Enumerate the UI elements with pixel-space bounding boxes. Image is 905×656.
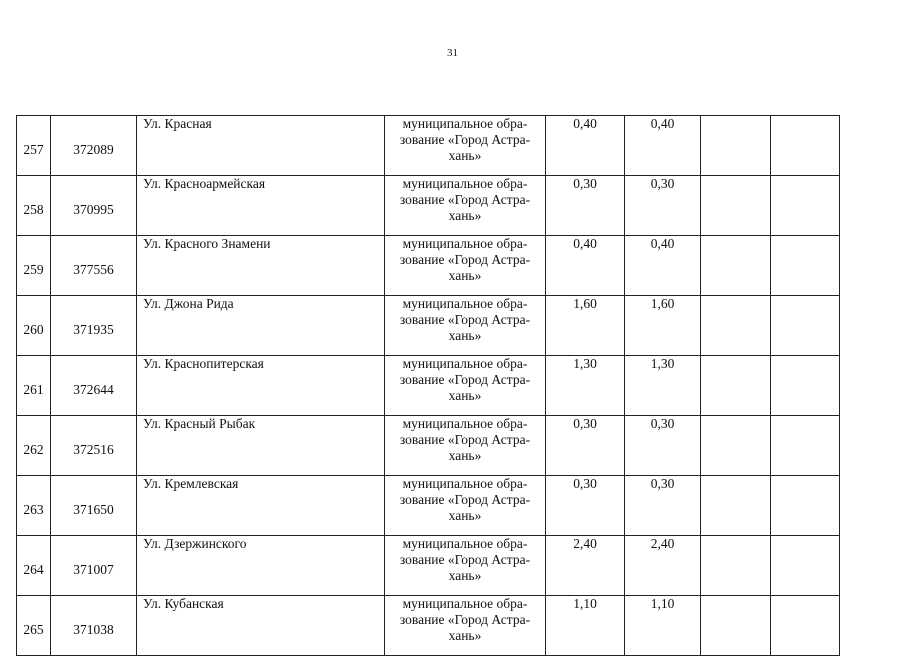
owner-line: зование «Город Астра- (399, 492, 531, 507)
owner-line: хань» (448, 208, 482, 223)
empty-cell (701, 176, 771, 236)
table-row (17, 356, 840, 416)
length-total: 0,40 (546, 236, 625, 296)
road-name: Ул. Красная (137, 116, 385, 176)
table-row (17, 296, 840, 356)
empty-cell (701, 296, 771, 356)
owner-line: хань» (448, 628, 482, 643)
road-name: Ул. Дзержинского (137, 536, 385, 596)
road-name: Ул. Кремлевская (137, 476, 385, 536)
length-total: 1,60 (546, 296, 625, 356)
owner-line: муниципальное обра- (402, 356, 528, 371)
owner-text (390, 236, 540, 284)
length-paved: 0,40 (625, 116, 701, 176)
owner-line: хань» (448, 568, 482, 583)
owner-line: зование «Город Астра- (399, 612, 531, 627)
owner-line: хань» (448, 448, 482, 463)
owner-line: зование «Город Астра- (399, 132, 531, 147)
empty-cell (701, 236, 771, 296)
road-name: Ул. Красного Знамени (137, 236, 385, 296)
owner-text (390, 536, 540, 584)
table-row (17, 416, 840, 476)
owner-line: муниципальное обра- (402, 476, 528, 491)
empty-cell (771, 476, 840, 536)
road-name: Ул. Красноармейская (137, 176, 385, 236)
length-paved: 1,60 (625, 296, 701, 356)
table-row (17, 596, 840, 656)
owner-line: муниципальное обра- (402, 236, 528, 251)
empty-cell (771, 596, 840, 656)
owner-text (390, 176, 540, 224)
row-number: 265 (17, 596, 51, 656)
row-number: 262 (17, 416, 51, 476)
owner-cell (385, 476, 546, 536)
owner-line: муниципальное обра- (402, 416, 528, 431)
road-code: 370995 (51, 176, 137, 236)
row-number: 263 (17, 476, 51, 536)
length-paved: 1,30 (625, 356, 701, 416)
table-row (17, 176, 840, 236)
road-name: Ул. Красный Рыбак (137, 416, 385, 476)
length-paved: 1,10 (625, 596, 701, 656)
road-name: Ул. Кубанская (137, 596, 385, 656)
table-row (17, 236, 840, 296)
road-code: 372644 (51, 356, 137, 416)
owner-text (390, 296, 540, 344)
road-code: 372089 (51, 116, 137, 176)
empty-cell (701, 356, 771, 416)
length-total: 0,40 (546, 116, 625, 176)
owner-line: хань» (448, 148, 482, 163)
row-number: 259 (17, 236, 51, 296)
road-code: 371650 (51, 476, 137, 536)
length-paved: 2,40 (625, 536, 701, 596)
owner-text (390, 416, 540, 464)
owner-cell (385, 236, 546, 296)
owner-cell (385, 116, 546, 176)
empty-cell (771, 236, 840, 296)
road-code: 371038 (51, 596, 137, 656)
table-row (17, 476, 840, 536)
owner-line: муниципальное обра- (402, 296, 528, 311)
empty-cell (771, 536, 840, 596)
table-body (17, 116, 840, 656)
roads-table (16, 115, 840, 656)
road-name: Ул. Джона Рида (137, 296, 385, 356)
empty-cell (771, 116, 840, 176)
road-name: Ул. Краснопитерская (137, 356, 385, 416)
row-number: 260 (17, 296, 51, 356)
length-total: 2,40 (546, 536, 625, 596)
empty-cell (771, 296, 840, 356)
owner-line: муниципальное обра- (402, 596, 528, 611)
owner-text (390, 116, 540, 164)
length-total: 1,10 (546, 596, 625, 656)
row-number: 258 (17, 176, 51, 236)
owner-line: зование «Город Астра- (399, 192, 531, 207)
owner-line: хань» (448, 268, 482, 283)
road-code: 372516 (51, 416, 137, 476)
road-code: 371007 (51, 536, 137, 596)
row-number: 264 (17, 536, 51, 596)
owner-cell (385, 356, 546, 416)
owner-line: зование «Город Астра- (399, 312, 531, 327)
length-paved: 0,40 (625, 236, 701, 296)
owner-cell (385, 596, 546, 656)
owner-text (390, 476, 540, 524)
length-total: 0,30 (546, 476, 625, 536)
page-number: 31 (447, 47, 458, 59)
empty-cell (701, 596, 771, 656)
owner-line: муниципальное обра- (402, 116, 528, 131)
owner-line: муниципальное обра- (402, 176, 528, 191)
empty-cell (701, 416, 771, 476)
owner-cell (385, 416, 546, 476)
owner-line: зование «Город Астра- (399, 252, 531, 267)
owner-cell (385, 176, 546, 236)
length-paved: 0,30 (625, 476, 701, 536)
empty-cell (771, 356, 840, 416)
empty-cell (771, 416, 840, 476)
owner-line: хань» (448, 328, 482, 343)
owner-text (390, 356, 540, 404)
table-row (17, 116, 840, 176)
empty-cell (701, 476, 771, 536)
empty-cell (701, 116, 771, 176)
length-total: 0,30 (546, 176, 625, 236)
owner-line: хань» (448, 388, 482, 403)
owner-text (390, 596, 540, 644)
owner-cell (385, 296, 546, 356)
length-total: 0,30 (546, 416, 625, 476)
row-number: 257 (17, 116, 51, 176)
owner-line: зование «Город Астра- (399, 552, 531, 567)
length-paved: 0,30 (625, 176, 701, 236)
owner-line: зование «Город Астра- (399, 432, 531, 447)
owner-cell (385, 536, 546, 596)
length-total: 1,30 (546, 356, 625, 416)
road-code: 371935 (51, 296, 137, 356)
owner-line: зование «Город Астра- (399, 372, 531, 387)
table-row (17, 536, 840, 596)
length-paved: 0,30 (625, 416, 701, 476)
row-number: 261 (17, 356, 51, 416)
empty-cell (701, 536, 771, 596)
empty-cell (771, 176, 840, 236)
owner-line: хань» (448, 508, 482, 523)
road-code: 377556 (51, 236, 137, 296)
owner-line: муниципальное обра- (402, 536, 528, 551)
